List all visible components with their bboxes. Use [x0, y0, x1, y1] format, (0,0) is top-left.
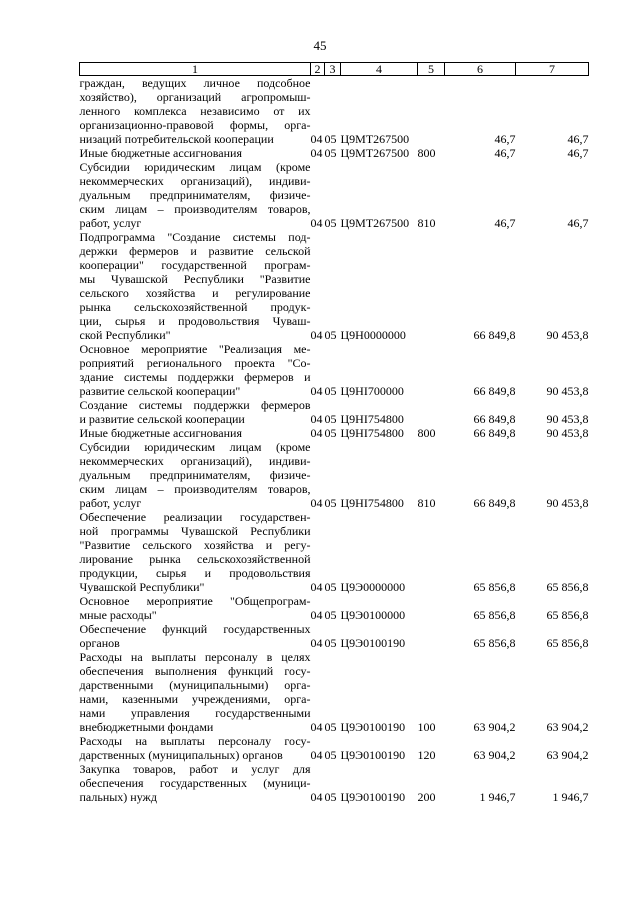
- description-line: органов: [79, 636, 120, 650]
- col-header-1: 1: [80, 63, 311, 76]
- table-header-row: [80, 63, 589, 76]
- table-row: [80, 622, 589, 650]
- col-header-4: 4: [341, 63, 418, 76]
- amount-year-2: 46,7: [567, 216, 589, 230]
- amount-year-1: 66 849,8: [473, 426, 516, 440]
- subsection-code: 05: [324, 328, 337, 342]
- amount-year-2: 1 946,7: [552, 790, 589, 804]
- description-line: хозяйство), организаций агропромыш-: [79, 90, 311, 104]
- target-article-code: Ц9Э0100000: [340, 608, 406, 622]
- section-code: 04: [310, 496, 323, 510]
- amount-year-1: 63 904,2: [473, 720, 516, 734]
- description-line: некоммерческих организаций), индиви-: [79, 454, 311, 468]
- row-description: [80, 342, 311, 398]
- row-description: [80, 160, 311, 230]
- section-code: 04: [310, 426, 323, 440]
- description-line: обеспечения государственных (муници-: [79, 776, 311, 790]
- target-article-code: Ц9НI754800: [340, 496, 404, 510]
- description-line: граждан, ведущих личное подсобное: [79, 76, 311, 90]
- amount-year-2: 63 904,2: [546, 720, 589, 734]
- col-header-2: 2: [311, 63, 325, 76]
- target-article-code: Ц9Э0100190: [340, 720, 406, 734]
- section-code: 04: [310, 580, 323, 594]
- target-article-code: Ц9МТ267500: [340, 146, 410, 160]
- description-line: работ, услуг: [79, 496, 142, 510]
- subsection-code: 05: [324, 636, 337, 650]
- description-line: мные расходы": [79, 608, 157, 622]
- description-line: ским лицам – производителям товаров,: [79, 482, 311, 496]
- amount-year-1: 65 856,8: [473, 580, 516, 594]
- target-article-code: Ц9МТ267500: [340, 216, 410, 230]
- col-header-3: 3: [325, 63, 341, 76]
- subsection-code: 05: [324, 748, 337, 762]
- subsection-code: 05: [324, 496, 337, 510]
- amount-year-2: 65 856,8: [546, 580, 589, 594]
- amount-year-1: 65 856,8: [473, 636, 516, 650]
- expense-type-code: 100: [417, 720, 436, 734]
- amount-year-2: 46,7: [567, 132, 589, 146]
- target-article-code: Ц9Э0100190: [340, 790, 406, 804]
- expense-type-code: 800: [417, 146, 436, 160]
- table-row: [80, 146, 589, 160]
- amount-year-1: 65 856,8: [473, 608, 516, 622]
- description-line: нами управления государственными: [79, 706, 311, 720]
- description-line: ции, сырья и продовольствия Чуваш-: [79, 314, 311, 328]
- table-row: [80, 398, 589, 426]
- description-line: продукции, сырья и продовольствия: [79, 566, 311, 580]
- amount-year-1: 66 849,8: [473, 412, 516, 426]
- expense-type-code: [418, 342, 445, 398]
- amount-year-1: 46,7: [494, 132, 516, 146]
- description-line: Иные бюджетные ассигнования: [79, 146, 242, 160]
- amount-year-2: 65 856,8: [546, 636, 589, 650]
- table-row: [80, 734, 589, 762]
- description-line: внебюджетными фондами: [79, 720, 214, 734]
- row-description: [80, 762, 311, 804]
- col-header-5: 5: [418, 63, 445, 76]
- description-line: и развитие сельской кооперации: [79, 412, 245, 426]
- amount-year-2: 46,7: [567, 146, 589, 160]
- table-row: [80, 594, 589, 622]
- description-line: Расходы на выплаты персоналу госу-: [79, 734, 311, 748]
- row-description: [80, 146, 311, 160]
- description-line: ной программы Чувашской Республики: [79, 524, 311, 538]
- description-line: обеспечения выполнения функций госу-: [79, 664, 311, 678]
- description-line: здание системы поддержки фермеров и: [79, 370, 311, 384]
- row-description: [80, 426, 311, 440]
- table-row: [80, 342, 589, 398]
- description-line: Субсидии юридическим лицам (кроме: [79, 440, 311, 454]
- description-line: ской Республики": [79, 328, 171, 342]
- subsection-code: 05: [324, 580, 337, 594]
- description-line: низаций потребительской кооперации: [79, 132, 274, 146]
- row-description: [80, 734, 311, 762]
- description-line: Обеспечение функций государственных: [79, 622, 311, 636]
- amount-year-2: 90 453,8: [546, 412, 589, 426]
- section-code: 04: [310, 132, 323, 146]
- subsection-code: 05: [324, 790, 337, 804]
- description-line: мы Чувашской Республики "Развитие: [79, 272, 311, 286]
- description-line: "Развитие сельского хозяйства и регу-: [79, 538, 311, 552]
- table-body: [80, 76, 589, 805]
- subsection-code: 05: [324, 216, 337, 230]
- section-code: 04: [310, 748, 323, 762]
- description-line: держки фермеров и развитие сельской: [79, 244, 311, 258]
- section-code: 04: [310, 720, 323, 734]
- row-description: [80, 594, 311, 622]
- subsection-code: 05: [324, 608, 337, 622]
- amount-year-1: 66 849,8: [473, 328, 516, 342]
- amount-year-1: 1 946,7: [479, 790, 516, 804]
- target-article-code: Ц9Э0100190: [340, 636, 406, 650]
- amount-year-2: 65 856,8: [546, 608, 589, 622]
- description-line: роприятий регионального проекта "Со-: [79, 356, 311, 370]
- col-header-6: 6: [445, 63, 516, 76]
- row-description: [80, 230, 311, 342]
- expense-type-code: [418, 510, 445, 594]
- description-line: дуальным предпринимателям, физиче-: [79, 468, 311, 482]
- expense-type-code: [418, 594, 445, 622]
- description-line: лирование рынка сельскохозяйственной: [79, 552, 311, 566]
- amount-year-1: 66 849,8: [473, 384, 516, 398]
- description-line: работ, услуг: [79, 216, 142, 230]
- section-code: 04: [310, 790, 323, 804]
- expense-type-code: 810: [417, 216, 436, 230]
- target-article-code: Ц9МТ267500: [340, 132, 410, 146]
- row-description: [80, 510, 311, 594]
- expense-type-code: 200: [417, 790, 436, 804]
- section-code: 04: [310, 384, 323, 398]
- row-description: [80, 76, 311, 147]
- table-row: [80, 440, 589, 510]
- subsection-code: 05: [324, 720, 337, 734]
- table-row: [80, 426, 589, 440]
- target-article-code: Ц9Э0100190: [340, 748, 406, 762]
- table-row: [80, 510, 589, 594]
- expense-type-code: 120: [417, 748, 436, 762]
- section-code: 04: [310, 216, 323, 230]
- table-row: [80, 160, 589, 230]
- row-description: [80, 650, 311, 734]
- target-article-code: Ц9НI754800: [340, 426, 404, 440]
- description-line: Основное мероприятие "Общепрограм-: [79, 594, 311, 608]
- amount-year-2: 90 453,8: [546, 384, 589, 398]
- target-article-code: Ц9НI700000: [340, 384, 404, 398]
- description-line: ленного комплекса независимо от их: [79, 104, 311, 118]
- expense-type-code: 810: [417, 496, 436, 510]
- budget-table: [79, 62, 589, 804]
- amount-year-2: 90 453,8: [546, 496, 589, 510]
- table-row: [80, 762, 589, 804]
- page-number: 45: [313, 38, 327, 53]
- amount-year-1: 46,7: [494, 146, 516, 160]
- section-code: 04: [310, 608, 323, 622]
- expense-type-code: [418, 76, 445, 147]
- amount-year-2: 90 453,8: [546, 426, 589, 440]
- subsection-code: 05: [324, 426, 337, 440]
- description-line: рынка сельскохозяйственной продук-: [79, 300, 311, 314]
- description-line: Иные бюджетные ассигнования: [79, 426, 242, 440]
- description-line: Расходы на выплаты персоналу в целях: [79, 650, 311, 664]
- description-line: нами, казенными учреждениями, орга-: [79, 692, 311, 706]
- section-code: 04: [310, 146, 323, 160]
- expense-type-code: [418, 230, 445, 342]
- expense-type-code: 800: [417, 426, 436, 440]
- description-line: кооперации" государственной програм-: [79, 258, 311, 272]
- subsection-code: 05: [324, 412, 337, 426]
- subsection-code: 05: [324, 132, 337, 146]
- description-line: дарственными (муниципальными) орга-: [79, 678, 311, 692]
- row-description: [80, 440, 311, 510]
- amount-year-1: 66 849,8: [473, 496, 516, 510]
- amount-year-1: 46,7: [494, 216, 516, 230]
- description-line: Подпрограмма "Создание системы под-: [79, 230, 311, 244]
- description-line: Основное мероприятие "Реализация ме-: [79, 342, 311, 356]
- expense-type-code: [418, 622, 445, 650]
- amount-year-2: 90 453,8: [546, 328, 589, 342]
- description-line: некоммерческих организаций), индиви-: [79, 174, 311, 188]
- table-row: [80, 76, 589, 147]
- amount-year-2: 63 904,2: [546, 748, 589, 762]
- description-line: Субсидии юридическим лицам (кроме: [79, 160, 311, 174]
- description-line: сельского хозяйства и регулирование: [79, 286, 311, 300]
- table-row: [80, 230, 589, 342]
- section-code: 04: [310, 328, 323, 342]
- description-line: Создание системы поддержки фермеров: [79, 398, 311, 412]
- subsection-code: 05: [324, 384, 337, 398]
- description-line: пальных) нужд: [79, 790, 157, 804]
- description-line: Обеспечение реализации государствен-: [79, 510, 311, 524]
- description-line: организационно-правовой формы, орга-: [79, 118, 311, 132]
- expense-type-code: [418, 398, 445, 426]
- description-line: дуальным предпринимателям, физиче-: [79, 188, 311, 202]
- row-description: [80, 622, 311, 650]
- section-code: 04: [310, 636, 323, 650]
- description-line: ским лицам – производителям товаров,: [79, 202, 311, 216]
- subsection-code: 05: [324, 146, 337, 160]
- col-header-7: 7: [516, 63, 589, 76]
- description-line: Закупка товаров, работ и услуг для: [79, 762, 311, 776]
- description-line: дарственных (муниципальных) органов: [79, 748, 283, 762]
- target-article-code: Ц9Э0000000: [340, 580, 406, 594]
- target-article-code: Ц9НI754800: [340, 412, 404, 426]
- row-description: [80, 398, 311, 426]
- target-article-code: Ц9Н0000000: [340, 328, 406, 342]
- description-line: развитие сельской кооперации": [79, 384, 241, 398]
- amount-year-1: 63 904,2: [473, 748, 516, 762]
- table-row: [80, 650, 589, 734]
- section-code: 04: [310, 412, 323, 426]
- description-line: Чувашской Республики": [79, 580, 205, 594]
